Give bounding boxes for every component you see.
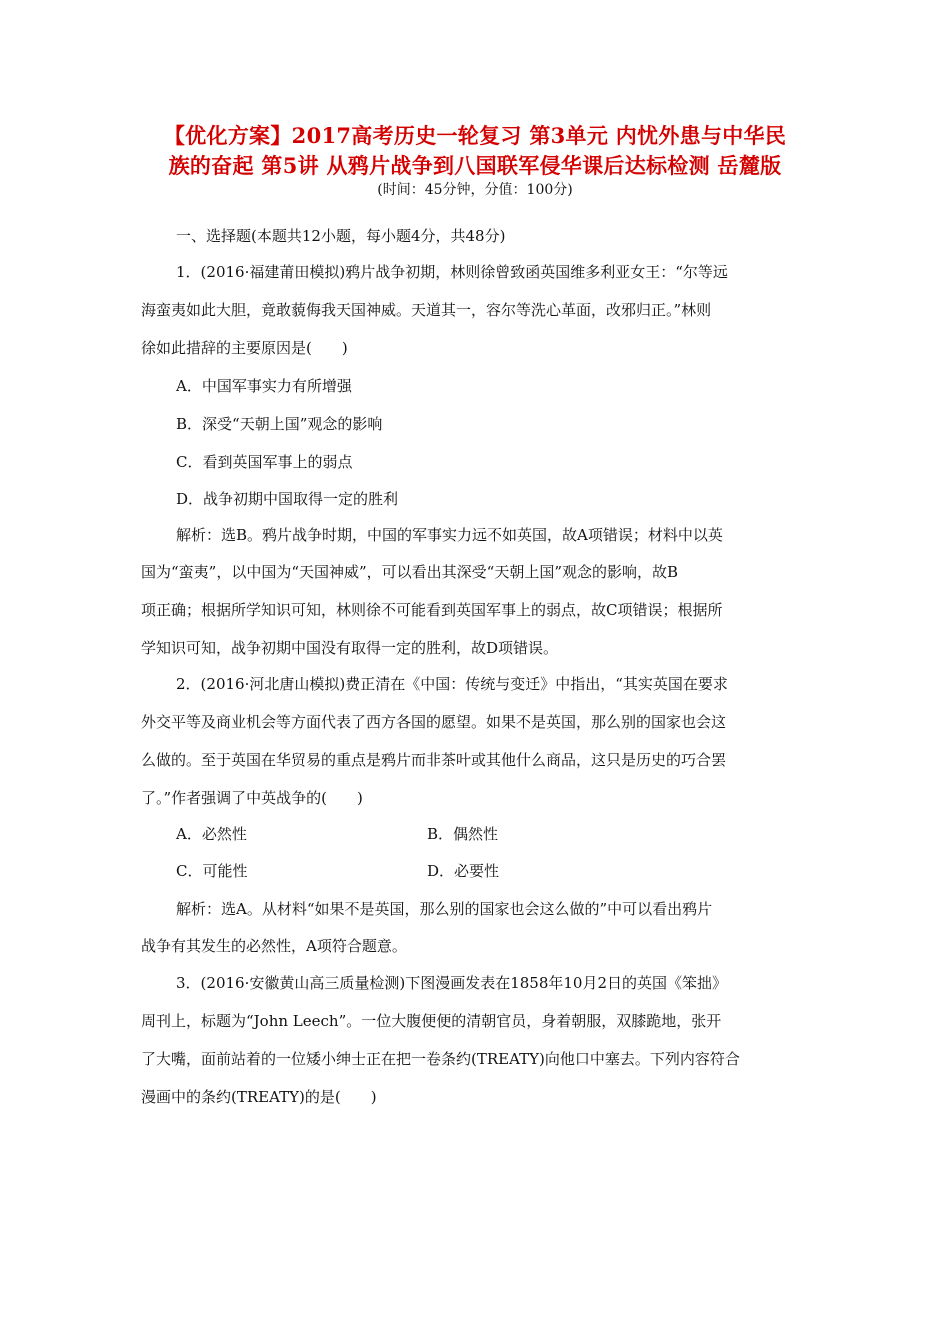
time-and-score-note: (时间：45分钟，分值：100分): [377, 182, 573, 198]
question-2-line: 了。”作者强调了中英战争的( ): [141, 789, 363, 807]
question-2-analysis: 战争有其发生的必然性，A项符合题意。: [141, 937, 407, 955]
document-title-line-1: 【优化方案】2017高考历史一轮复习 第3单元 内忧外患与中华民: [163, 123, 787, 148]
question-3-line: 漫画中的条约(TREATY)的是( ): [141, 1088, 377, 1106]
question-1-option-d: D．战争初期中国取得一定的胜利: [176, 490, 399, 508]
question-3-line: 3．(2016·安徽黄山高三质量检测)下图漫画发表在1858年10月2日的英国《笨拙》: [176, 974, 727, 992]
question-2-line: 2．(2016·河北唐山模拟)费正清在《中国：传统与变迁》中指出，“其实英国在要求: [176, 675, 728, 693]
question-2-analysis: 解析：选A。从材料“如果不是英国，那么别的国家也会这么做的”中可以看出鸦片: [176, 900, 713, 918]
question-1-analysis: 学知识可知，战争初期中国没有取得一定的胜利，故D项错误。: [141, 639, 559, 657]
question-3-line: 周刊上，标题为“John Leech”。一位大腹便便的清朝官员，身着朝服，双膝跪地，张开: [141, 1012, 722, 1030]
question-1-option-a: A．中国军事实力有所增强: [176, 377, 352, 395]
question-1-analysis: 国为“蛮夷”，以中国为“天国神威”，可以看出其深受“天朝上国”观念的影响，故B: [141, 563, 679, 581]
section-heading: 一、选择题(本题共12小题，每小题4分，共48分): [176, 227, 506, 245]
question-2-option-b: B．偶然性: [427, 825, 499, 843]
question-1-option-b: B．深受“天朝上国”观念的影响: [176, 415, 383, 433]
question-2-line: 外交平等及商业机会等方面代表了西方各国的愿望。如果不是英国，那么别的国家也会这: [141, 713, 727, 731]
question-1-line: 徐如此措辞的主要原因是( ): [141, 339, 348, 357]
question-2-line: 么做的。至于英国在华贸易的重点是鸦片而非茶叶或其他什么商品，这只是历史的巧合罢: [141, 751, 727, 769]
question-1-line: 1．(2016·福建莆田模拟)鸦片战争初期，林则徐曾致函英国维多利亚女王：“尔等远: [176, 263, 728, 281]
question-3-line: 了大嘴，面前站着的一位矮小绅士正在把一卷条约(TREATY)向他口中塞去。下列内容符合: [141, 1050, 740, 1068]
question-1-option-c: C．看到英国军事上的弱点: [176, 453, 353, 471]
question-2-option-a: A．必然性: [176, 825, 247, 843]
question-1-analysis: 项正确；根据所学知识可知，林则徐不可能看到英国军事上的弱点，故C项错误；根据所: [141, 601, 723, 619]
question-1-line: 海蛮夷如此大胆，竟敢藐侮我天国神威。天道其一，容尔等洗心革面，改邪归正。”林则: [141, 301, 712, 319]
question-1-analysis: 解析：选B。鸦片战争时期，中国的军事实力远不如英国，故A项错误；材料中以英: [176, 526, 723, 544]
question-2-option-d: D．必要性: [427, 862, 500, 880]
document-title-line-2: 族的奋起 第5讲 从鸦片战争到八国联军侵华课后达标检测 岳麓版: [168, 153, 782, 178]
question-2-option-c: C．可能性: [176, 862, 248, 880]
